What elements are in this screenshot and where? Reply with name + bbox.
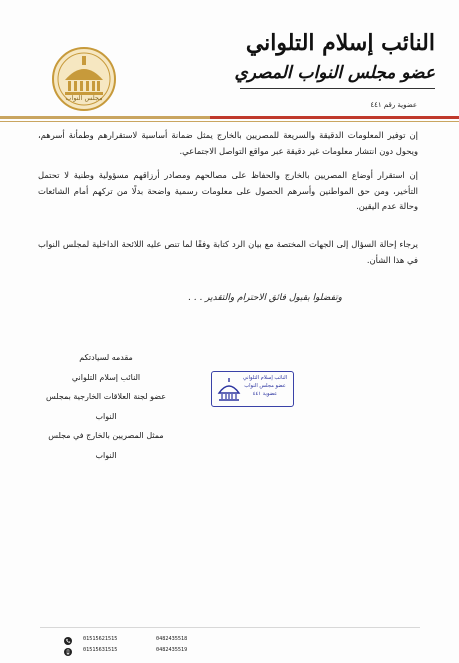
phone-numbers bbox=[156, 634, 187, 656]
signature-block bbox=[40, 348, 172, 465]
footer-divider bbox=[40, 627, 420, 628]
signature-line: مقدمه لسيادتكم bbox=[79, 353, 133, 362]
parliament-logo-icon bbox=[51, 46, 117, 112]
mobile-icon bbox=[64, 648, 72, 656]
paragraph-1: إن توفير المعلومات الدقيقة والسريعة للمصريين بالخارج يمثل ضمانة أساسية لاستقرارهم وطمأنة أسرهم، ويحول دون انتشار معلومات غير دقيقة عبر مواقع التواصل الاجتماعي. bbox=[38, 130, 418, 156]
mobile-number: 01515621515 bbox=[83, 636, 118, 642]
brand-subtitle: عضو مجلس النواب المصري bbox=[234, 63, 435, 83]
header-thin-rule bbox=[0, 121, 459, 122]
signature-line: عضو لجنة العلاقات الخارجية بمجلس النواب bbox=[45, 392, 167, 421]
logo-caption: مجلس النواب bbox=[65, 94, 103, 102]
paragraph-3: يرجاء إحالة السؤال إلى الجهات المختصة مع بيان الرد كتابة وفقًا لما تنص عليه اللائحة الداخلية لمجلس النواب في هذا الشأن. bbox=[38, 239, 418, 265]
stamp-dome-icon bbox=[215, 375, 243, 403]
official-stamp bbox=[211, 371, 294, 407]
phone-number: 0482435518 bbox=[156, 636, 188, 642]
stamp-line: عضوية ٤٤١ bbox=[252, 391, 278, 397]
brand-underline bbox=[240, 88, 435, 89]
closing-line: وتفضلوا بقبول فائق الاحترام والتقدير . . . bbox=[188, 293, 342, 303]
paragraph-2: إن استقرار أوضاع المصريين بالخارج والحفاظ على مصالحهم ومصادر أرزاقهم مسؤولية وطنية لا تحتمل التأخير، ومن حق المواطنين وأسرهم الحصول على معلومات رسمية واضحة بدلًا من تركهم أمام الشائعات وحالة عدم اليقين. bbox=[38, 170, 418, 212]
header-divider bbox=[0, 116, 459, 119]
brand-title: النائب إسلام التلواني bbox=[245, 30, 435, 56]
signature-line: ممثل المصريين بالخارج في مجلس النواب bbox=[48, 431, 164, 460]
mobile-number: 01515631515 bbox=[83, 647, 118, 653]
stamp-line: عضو مجلس النواب bbox=[244, 383, 286, 389]
member-id: عضوية رقم ٤٤١ bbox=[370, 101, 417, 109]
mobile-numbers bbox=[83, 634, 117, 656]
phone-number: 0482435519 bbox=[156, 647, 188, 653]
stamp-text bbox=[240, 374, 290, 398]
stamp-line: النائب إسلام التلواني bbox=[242, 375, 288, 381]
phone-icon bbox=[64, 637, 72, 645]
signature-line: النائب إسلام التلواني bbox=[71, 372, 141, 382]
